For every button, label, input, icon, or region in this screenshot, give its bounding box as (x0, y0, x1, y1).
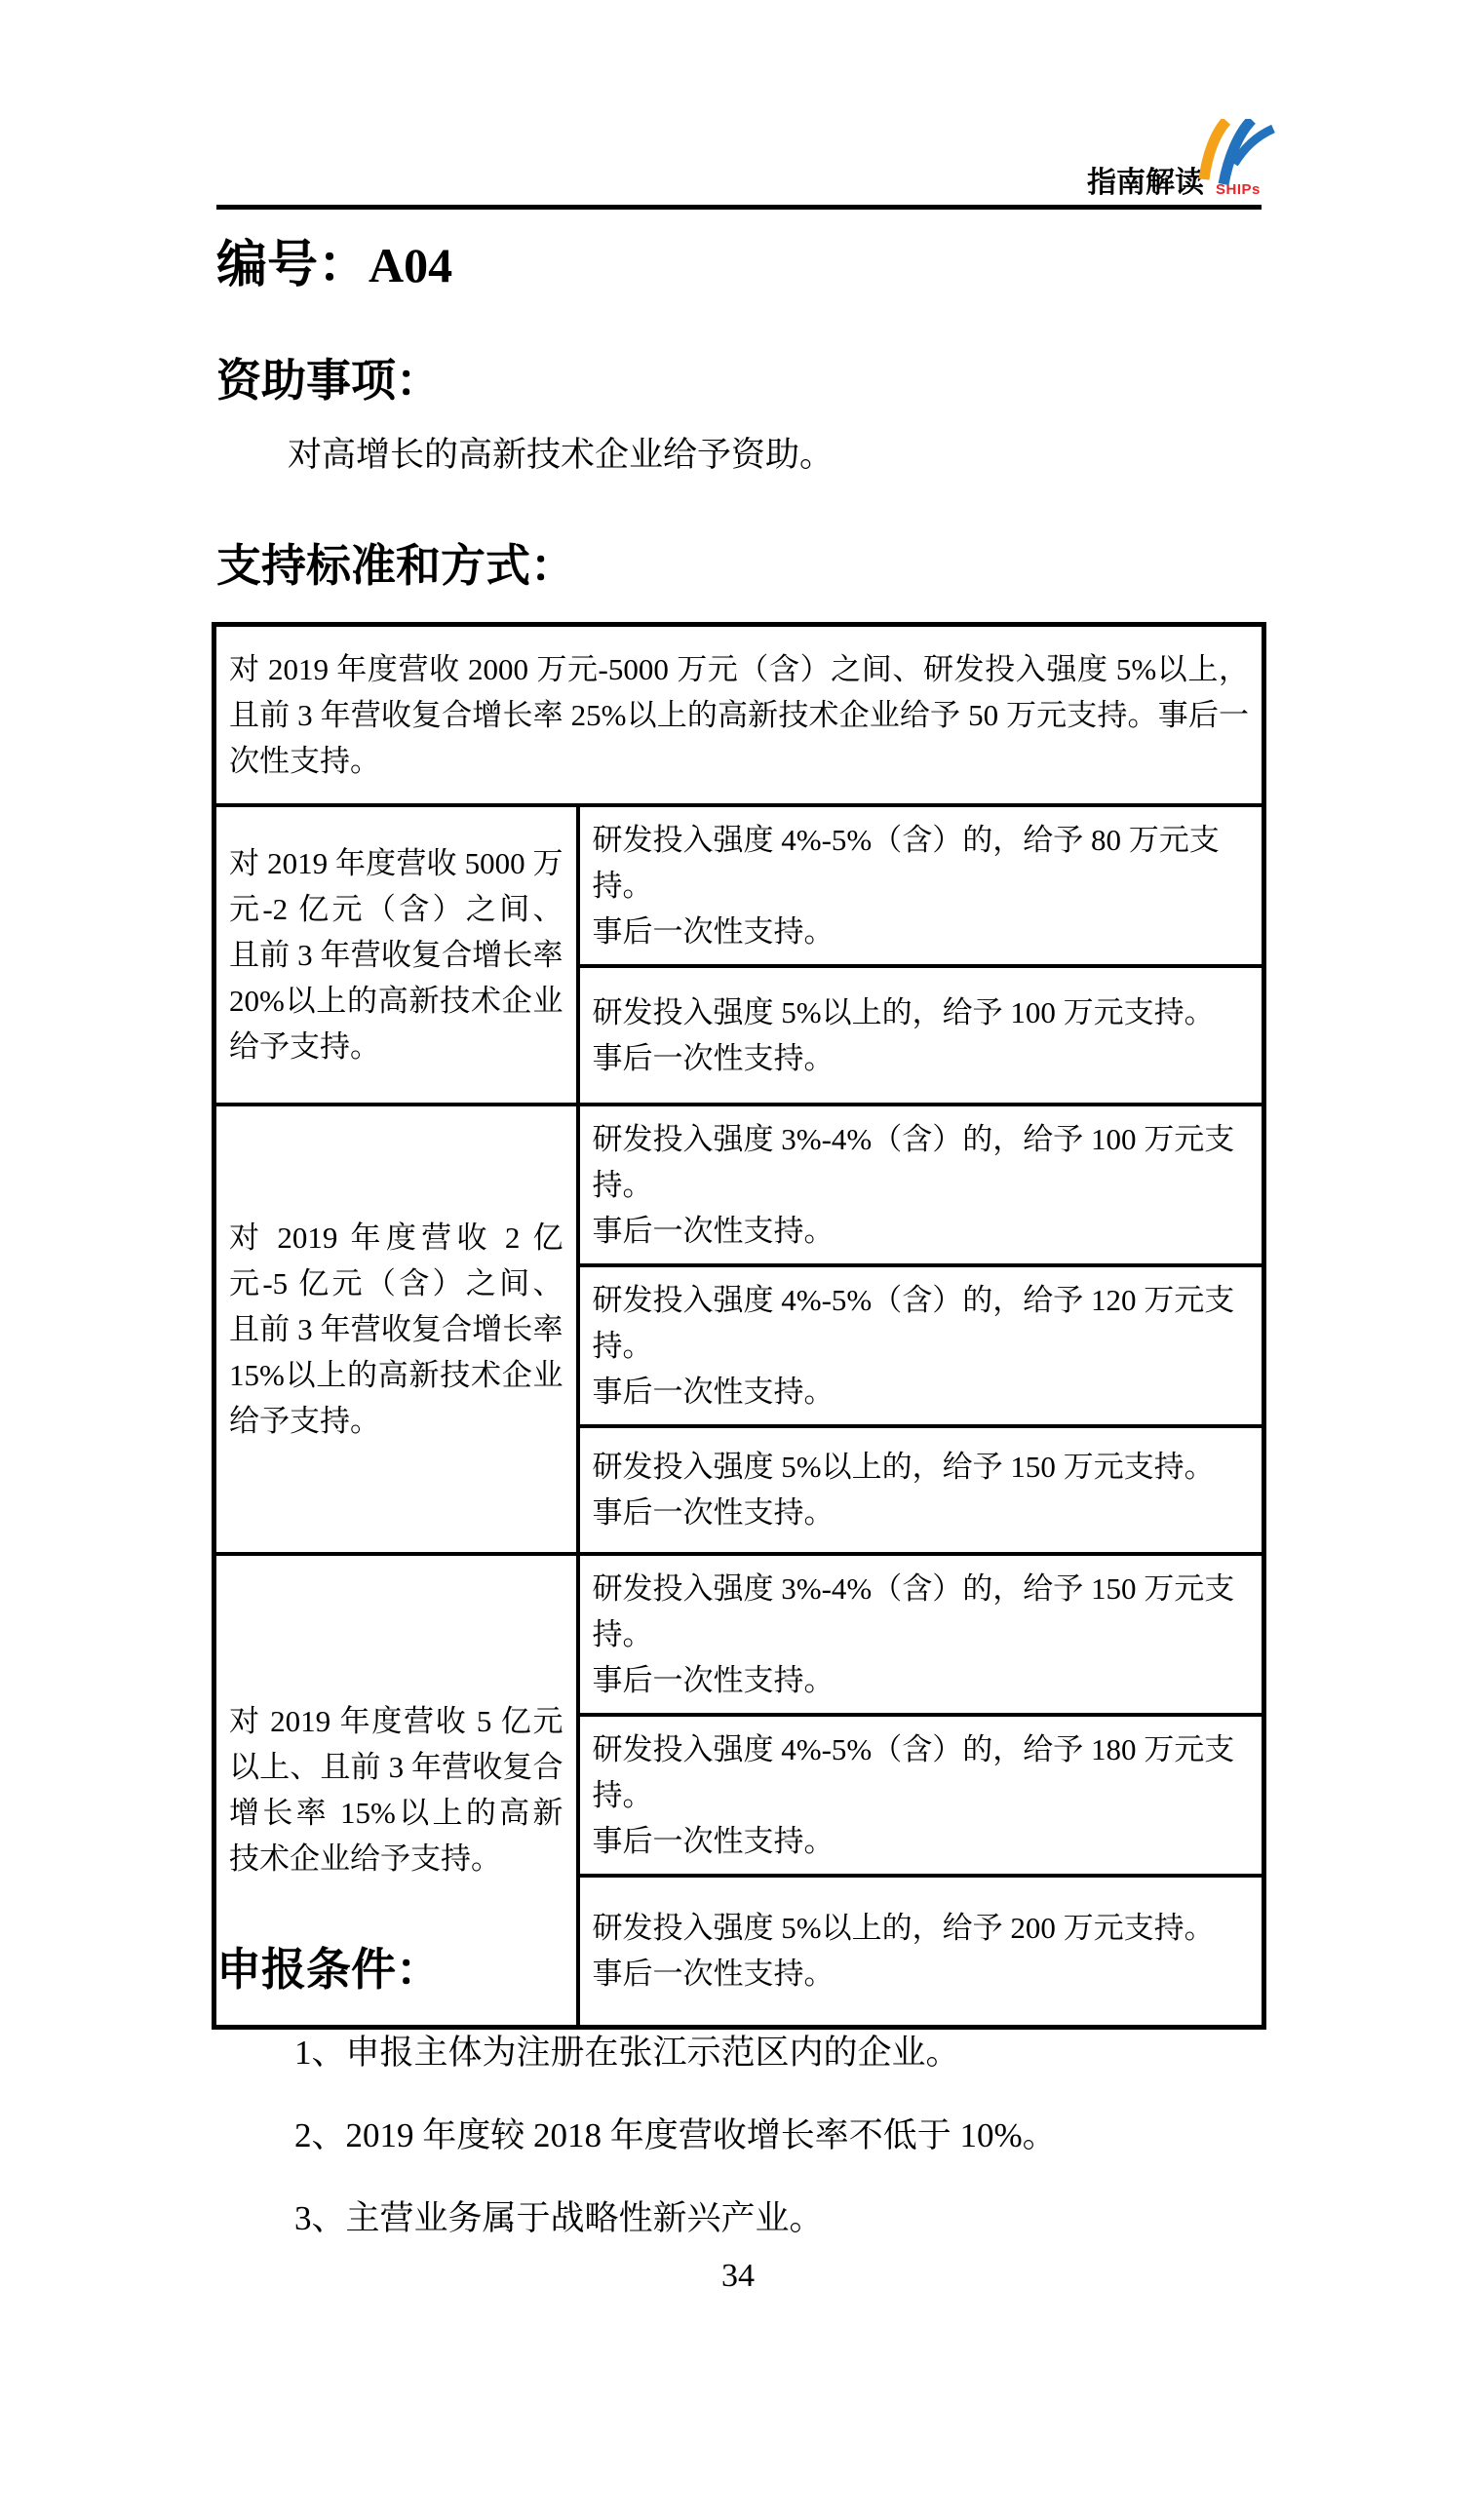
tier4-rd-cell-2 (578, 1715, 1264, 1876)
rd-line2: 事后一次性支持。 (592, 1823, 835, 1858)
ships-label: SHIPs (1216, 181, 1261, 198)
table-row (214, 1105, 1264, 1265)
rd-line1: 研发投入强度 3%-4%（含）的，给予 100 万元支持。 (592, 1121, 1235, 1202)
tier4-revenue-cell: 对 2019 年度营收 5 亿元以上、且前 3 年营收复合增长率 15%以上的高新技术企业给予支持。 (214, 1554, 578, 2028)
tier3-rd-cell-2 (578, 1265, 1264, 1426)
rd-line1: 研发投入强度 4%-5%（含）的，给予 80 万元支持。 (592, 822, 1220, 903)
tier3-rd-cell-3 (578, 1426, 1264, 1554)
rd-line2: 事后一次性支持。 (592, 1957, 835, 1992)
table-row (214, 1554, 1264, 1715)
rd-line1: 研发投入强度 4%-5%（含）的，给予 180 万元支持。 (592, 1731, 1235, 1812)
table-row (214, 625, 1264, 805)
funding-body: 对高增长的高新技术企业给予资助。 (288, 436, 835, 474)
ships-swoosh-logo-icon (1193, 119, 1279, 187)
condition-item: 1、申报主体为注册在张江示范区内的企业。 (294, 2034, 960, 2072)
rd-line1: 研发投入强度 5%以上的，给予 150 万元支持。 (592, 1450, 1215, 1484)
conditions-list (294, 2030, 1057, 2278)
page-number: 34 (721, 2258, 755, 2294)
header-rule (216, 205, 1262, 210)
doc-number-value: A04 (369, 238, 453, 292)
tier2-revenue-cell: 对 2019 年度营收 5000 万元-2 亿元（含）之间、且前 3 年营收复合增长率 20%以上的高新技术企业给予支持。 (214, 805, 578, 1105)
support-standards-table (212, 622, 1266, 2030)
tier2-rd-cell-1 (578, 805, 1264, 966)
tier2-rd-cell-2 (578, 966, 1264, 1105)
funding-section-title: 资助事项： (216, 355, 441, 406)
rd-line2: 事后一次性支持。 (592, 913, 835, 949)
tier1-cell: 对 2019 年度营收 2000 万元-5000 万元（含）之间、研发投入强度 5%以上，且前 3 年营收复合增长率 25%以上的高新技术企业给予 50 万元支持。事后一次性支持。 (214, 625, 1264, 805)
condition-item: 2、2019 年度较 2018 年度营收增长率不低于 10%。 (294, 2116, 1057, 2154)
tier4-rd-cell-1 (578, 1554, 1264, 1715)
brand-title: 指南解读 (1087, 167, 1204, 199)
rd-line1: 研发投入强度 4%-5%（含）的，给予 120 万元支持。 (592, 1282, 1235, 1363)
rd-line2: 事后一次性支持。 (592, 1374, 835, 1409)
rd-line1: 研发投入强度 3%-4%（含）的，给予 150 万元支持。 (592, 1570, 1235, 1651)
doc-number-label: 编号： (216, 237, 369, 293)
table-row (214, 805, 1264, 966)
condition-item: 3、主营业务属于战略性新兴产业。 (294, 2199, 824, 2237)
rd-line2: 事后一次性支持。 (592, 1040, 835, 1075)
tier3-revenue-cell: 对 2019 年度营收 2 亿元-5 亿元（含）之间、且前 3 年营收复合增长率 15%以上的高新技术企业给予支持。 (214, 1105, 578, 1554)
support-section-title: 支持标准和方式： (216, 540, 575, 591)
doc-number-heading (216, 236, 452, 294)
rd-line2: 事后一次性支持。 (592, 1495, 835, 1530)
conditions-section-title: 申报条件： (216, 1944, 441, 1995)
rd-line2: 事后一次性支持。 (592, 1662, 835, 1697)
rd-line1: 研发投入强度 5%以上的，给予 100 万元支持。 (592, 994, 1215, 1029)
rd-line2: 事后一次性支持。 (592, 1213, 835, 1248)
rd-line1: 研发投入强度 5%以上的，给予 200 万元支持。 (592, 1911, 1215, 1946)
tier3-rd-cell-1 (578, 1105, 1264, 1265)
tier4-rd-cell-3 (578, 1876, 1264, 2028)
